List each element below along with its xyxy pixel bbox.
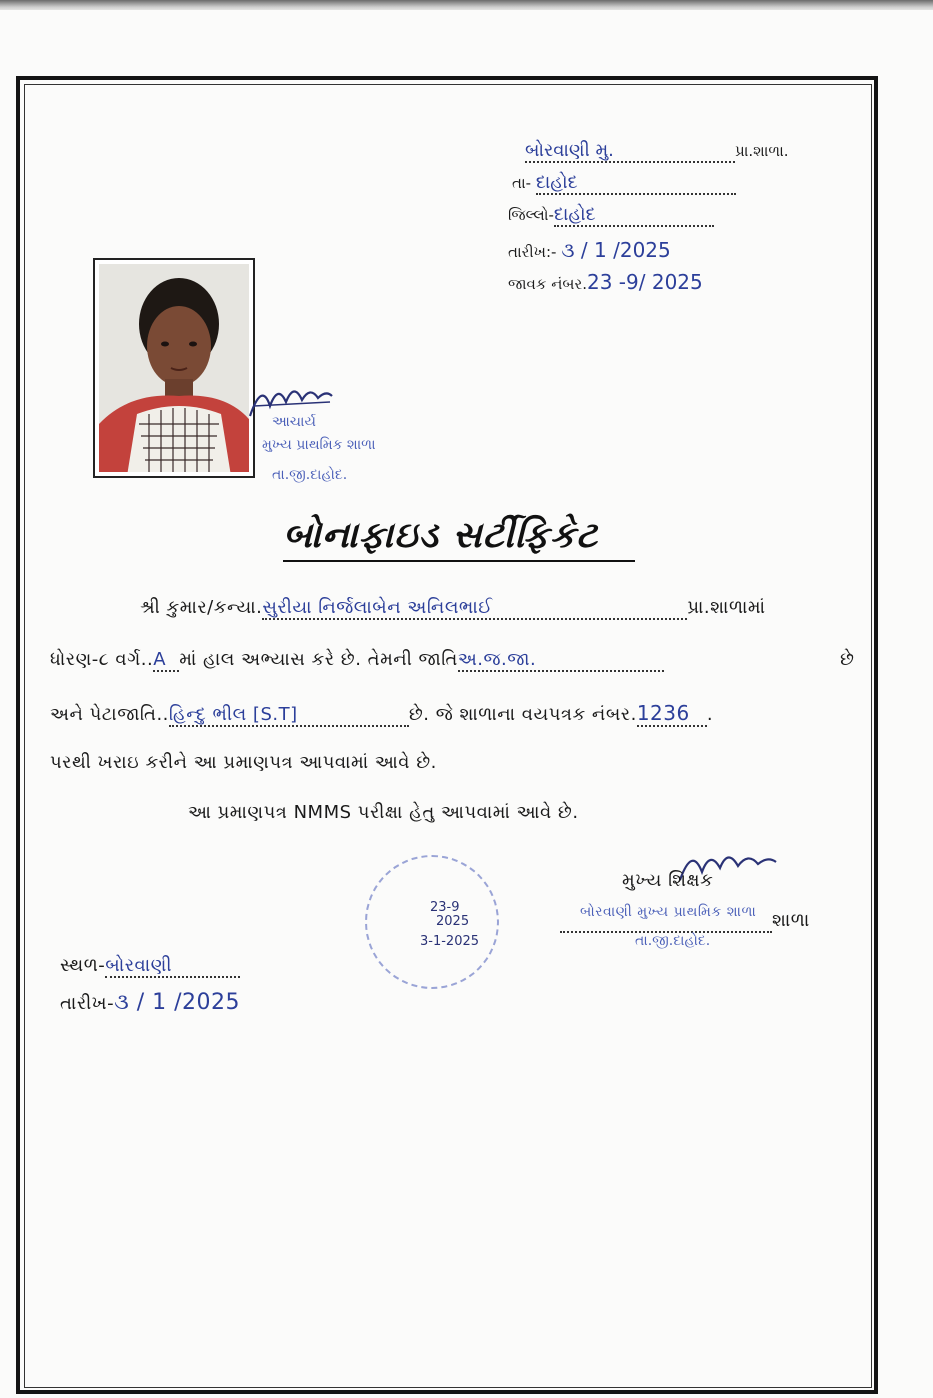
body-line-3: [50, 701, 713, 727]
student-photo-image: [99, 264, 249, 472]
signatory-stamp-place: તા.જી.દાહોદ.: [635, 933, 711, 949]
register-number: 1236: [637, 701, 707, 727]
portrait-icon: [99, 264, 249, 472]
l3-prefix: અને પેટાજાતિ..: [50, 704, 169, 725]
body-line-1: [140, 597, 766, 620]
signatory-school-suffix: શાળા: [772, 910, 810, 931]
address-district-line: [508, 204, 714, 227]
address-date-line: [508, 238, 671, 262]
student-photo: [93, 258, 255, 478]
place-label: સ્થળ-: [60, 955, 106, 976]
outward-filled: 23 -9/ 2025: [587, 270, 703, 294]
footer-date-filled: ૩ / 1 /2025: [114, 990, 241, 1015]
l3-mid: છે. જે શાળાના વયપત્રક નંબર.: [408, 704, 637, 725]
title-underline: [283, 560, 635, 562]
l3-suffix: .: [706, 704, 714, 725]
l2-suffix: છે: [840, 649, 855, 670]
division: A: [153, 649, 179, 672]
footer-place-line: [60, 955, 240, 978]
taluka-filled: દાહોદ: [536, 172, 736, 195]
district-label: જિલ્લો-: [508, 206, 554, 224]
body-line-5: આ પ્રમાણપત્ર NMMS પરીક્ષા હેતુ આપવામાં આવે છે.: [188, 802, 579, 823]
taluka-label: તા-: [512, 174, 532, 192]
outward-label: જાવક નંબર.: [508, 275, 587, 293]
footer-date-label: તારીખ-: [60, 993, 115, 1014]
address-outward-line: [508, 270, 703, 294]
address-taluka-line: [512, 172, 736, 195]
l1-suffix: પ્રા.શાળામાં: [687, 597, 766, 618]
place-filled: બોરવાણી: [105, 955, 240, 978]
school-suffix: પ્રા.શાળા.: [735, 142, 789, 160]
body-line-2: [50, 649, 855, 672]
signatory-school-line: [560, 904, 810, 933]
address-village-line: [525, 140, 789, 163]
l2-prefix: ધોરણ-૮ વર્ગ..: [50, 649, 154, 670]
district-filled: દાહોદ: [554, 204, 714, 227]
date-label: તારીખ:-: [508, 243, 557, 261]
certificate-title: બોનાફાઇડ સર્ટીફિકેટ: [283, 515, 599, 556]
round-seal: [365, 855, 499, 989]
signatory-stamp-school: બોરવાણી મુખ્ય પ્રાથમિક શાળા: [580, 904, 757, 920]
village-filled: બોરવાણી મુ.: [525, 140, 735, 163]
subcaste: હિન્દુ ભીલ [S.T]: [169, 704, 409, 727]
student-name: સુરીયા નિર્જલાબેન અનિલભાઈ: [262, 597, 687, 620]
signatory-title: મુખ્ય શિક્ષક: [622, 870, 714, 891]
body-line-4: પરથી ખરાઇ કરીને આ પ્રમાણપત્ર આપવામાં આવે છે.: [50, 752, 437, 773]
caste: અ.જ.જા.: [458, 649, 664, 672]
seal-line-1: 23-9: [430, 900, 460, 915]
footer-date-line: [60, 990, 240, 1015]
l2-mid: માં હાલ અભ્યાસ કરે છે. તેમની જાતિ: [179, 649, 458, 670]
photo-stamp-school: મુખ્ય પ્રાથમિક શાળા: [262, 437, 376, 453]
photo-stamp-title: આચાર્ય: [272, 414, 316, 430]
l1-prefix: શ્રી કુમાર/કન્યા.: [140, 597, 263, 618]
photo-stamp-place: તા.જી.દાહોદ.: [272, 467, 348, 483]
seal-line-2: 2025: [436, 914, 470, 929]
seal-line-3: 3-1-2025: [420, 934, 480, 949]
date-filled: ૩ / 1 /2025: [561, 238, 671, 262]
